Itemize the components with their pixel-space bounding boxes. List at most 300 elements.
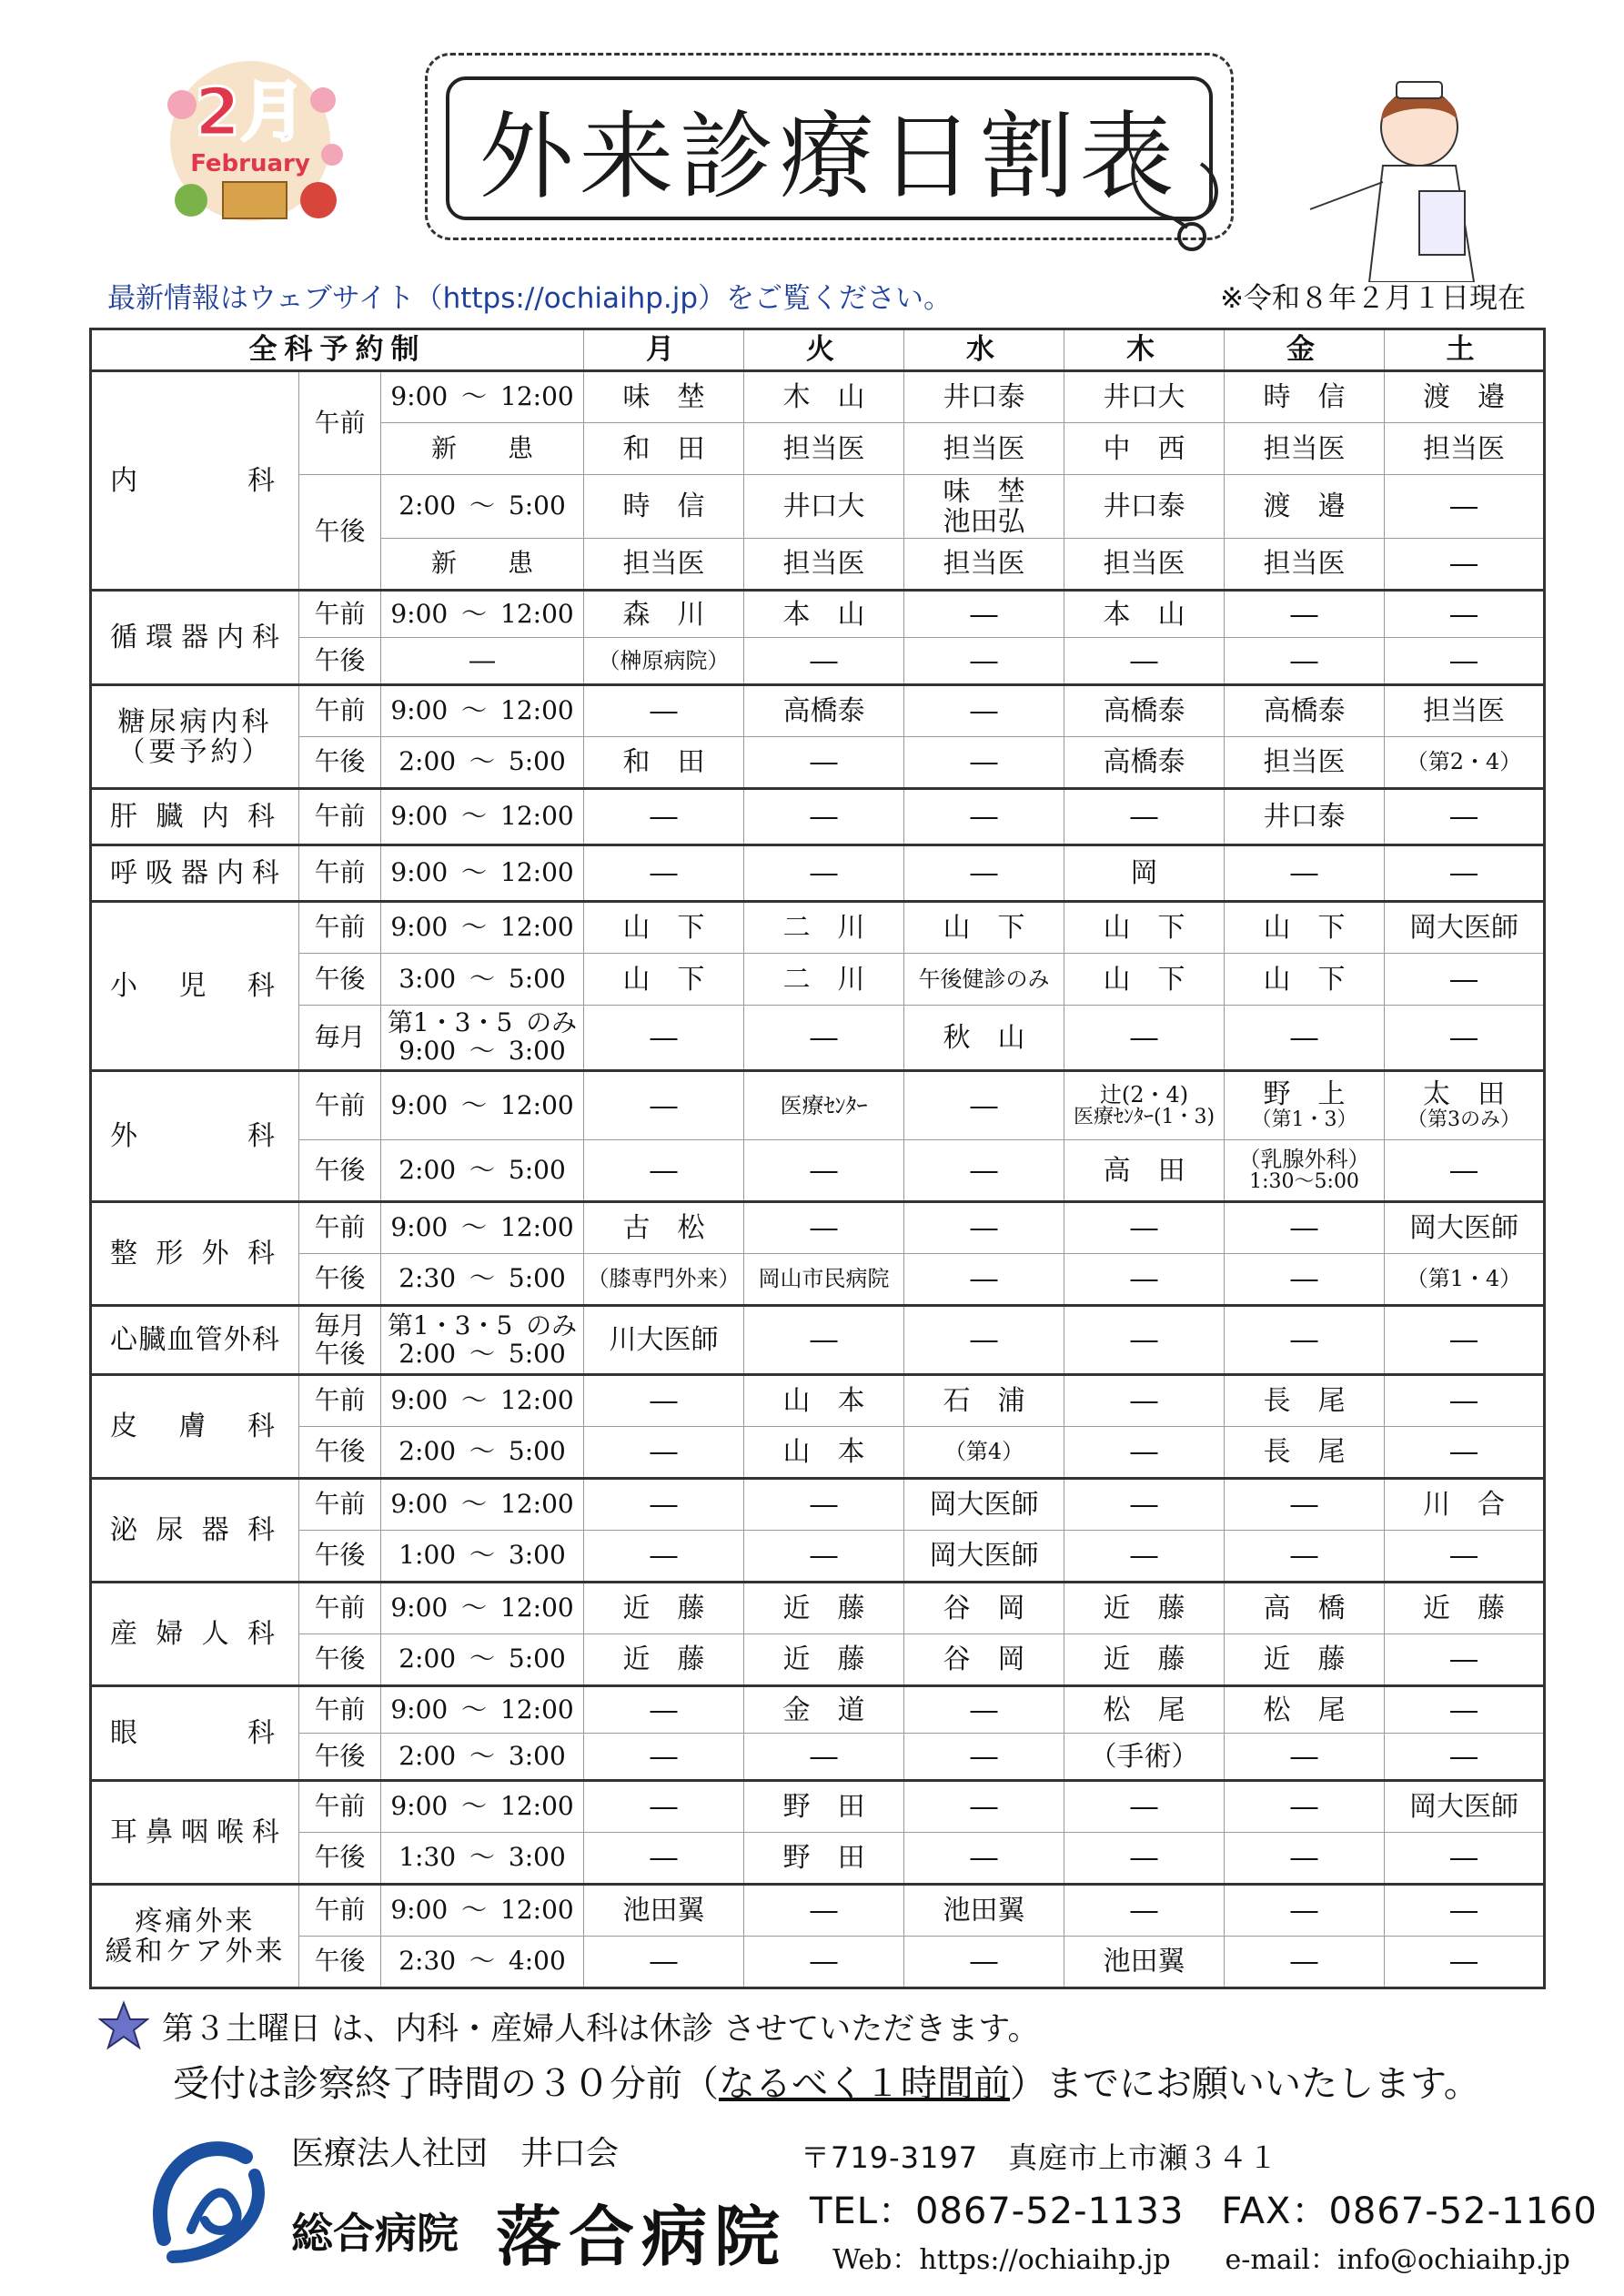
cell: ― <box>1385 539 1545 591</box>
cell: ― <box>1385 1686 1545 1734</box>
cell: 本 山 <box>744 591 904 638</box>
session-time: 2:00 〜 5:00 <box>381 1140 584 1202</box>
cell-sub: 1:30〜5:00 <box>1249 1170 1359 1194</box>
session-label: 午後 <box>299 1734 381 1781</box>
nurse-illustration <box>1283 64 1501 282</box>
cell: 担当医 <box>1225 423 1385 475</box>
cell: 井口泰 <box>1225 789 1385 845</box>
cell: 近 藤 <box>744 1634 904 1686</box>
cell: 岡大医師 <box>1385 1202 1545 1254</box>
cell: 山 下 <box>1064 954 1225 1006</box>
cell: ― <box>584 1686 744 1734</box>
cell: ― <box>584 1479 744 1531</box>
dept-naika <box>91 371 1545 591</box>
cell: 山 下 <box>584 954 744 1006</box>
dept-name: 耳鼻咽喉科 <box>91 1781 299 1885</box>
cell: ― <box>1225 1531 1385 1583</box>
session-label: 午後 <box>299 1833 381 1885</box>
session-time: 2:00 〜 5:00 <box>381 737 584 789</box>
cell-sub: （第1・3） <box>1251 1108 1357 1132</box>
cell: （榊原病院） <box>584 638 744 685</box>
session-label: 午前 <box>299 845 381 902</box>
session-time: 1:30 〜 3:00 <box>381 1833 584 1885</box>
cell: ― <box>1064 1427 1225 1479</box>
cell: ― <box>744 1885 904 1937</box>
cell: ― <box>904 1202 1064 1254</box>
cell: ― <box>1225 638 1385 685</box>
cell: ― <box>1385 1634 1545 1686</box>
cell: ― <box>1385 1427 1545 1479</box>
cell: ― <box>1385 1833 1545 1885</box>
cell: 高橋泰 <box>1064 737 1225 789</box>
session-time: 2:00 〜 5:00 <box>381 475 584 539</box>
dept-name: 眼 科 <box>91 1686 299 1781</box>
session-label: 午後 <box>299 1937 381 1988</box>
cell: 池田翼 <box>904 1885 1064 1937</box>
cell: 秋 山 <box>904 1006 1064 1071</box>
cell: ― <box>1225 1885 1385 1937</box>
cell: 岡 <box>1064 845 1225 902</box>
session-label: 午後 <box>299 475 381 591</box>
session-time: 9:00 〜 12:00 <box>381 1479 584 1531</box>
session-label: 午前 <box>299 1479 381 1531</box>
cell: 味 埜 <box>584 371 744 423</box>
cell: ― <box>1064 1781 1225 1833</box>
cell: ― <box>744 638 904 685</box>
cell: ― <box>1385 1937 1545 1988</box>
cell: 金 道 <box>744 1686 904 1734</box>
dept-name: 整形外科 <box>91 1202 299 1306</box>
cell: 担当医 <box>1064 539 1225 591</box>
cell: ― <box>584 1427 744 1479</box>
cell: ― <box>584 1833 744 1885</box>
dept-name: 皮 膚 科 <box>91 1375 299 1479</box>
cell: ― <box>584 1781 744 1833</box>
cell: ― <box>1225 591 1385 638</box>
cell: 中 西 <box>1064 423 1225 475</box>
cell: ― <box>1064 638 1225 685</box>
header-row <box>91 329 1545 371</box>
month-english: February <box>190 150 310 177</box>
dept-name-line: 疼痛外来 <box>135 1905 256 1937</box>
cell: 高橋泰 <box>1225 685 1385 737</box>
cell: ― <box>1385 1140 1545 1202</box>
dept-name: 呼吸器内科 <box>91 845 299 902</box>
cell: 担当医 <box>744 539 904 591</box>
cell: 岡山市民病院 <box>744 1254 904 1306</box>
dept-ganka <box>91 1686 1545 1781</box>
session-label: 午前 <box>299 591 381 638</box>
cell: 高 田 <box>1064 1140 1225 1202</box>
session-time: 1:00 〜 3:00 <box>381 1531 584 1583</box>
cell-line: 辻(2・4) <box>1099 1081 1189 1108</box>
cell: ― <box>1385 845 1545 902</box>
session-time-line: 第1・3・5 のみ <box>387 1310 578 1340</box>
cell <box>1225 1071 1385 1140</box>
cell: ― <box>904 1937 1064 1988</box>
session-label <box>299 1306 381 1375</box>
cell: 渡 邉 <box>1385 371 1545 423</box>
session-time: 2:00 〜 5:00 <box>381 1427 584 1479</box>
dept-name: 小 児 科 <box>91 902 299 1071</box>
cell: 池田翼 <box>584 1885 744 1937</box>
session-label: 午前 <box>299 1071 381 1140</box>
session-label: 午前 <box>299 1686 381 1734</box>
cell: 井口泰 <box>1064 475 1225 539</box>
cell: ― <box>584 1071 744 1140</box>
cell: ― <box>904 1781 1064 1833</box>
cell: 井口大 <box>744 475 904 539</box>
cell: ― <box>1385 638 1545 685</box>
cell: 担当医 <box>1385 423 1545 475</box>
cell: ― <box>744 1306 904 1375</box>
session-time: 9:00 〜 12:00 <box>381 371 584 423</box>
cell-sub: （第3のみ） <box>1407 1108 1521 1132</box>
cell: ― <box>904 685 1064 737</box>
session-time: 9:00 〜 12:00 <box>381 1071 584 1140</box>
corporation-name: 医療法人社団 井口会 <box>291 2135 620 2172</box>
cell: 岡大医師 <box>1385 902 1545 954</box>
cell: 谷 岡 <box>904 1634 1064 1686</box>
cell: 担当医 <box>904 423 1064 475</box>
cell: ― <box>584 1375 744 1427</box>
dept-name-line: 糖尿病内科 <box>117 705 273 738</box>
reception-note-pre: 受付は診察終了時間の３０分前（ <box>173 2063 719 2105</box>
cell: 山 本 <box>744 1427 904 1479</box>
dept-geka <box>91 1071 1545 1202</box>
session-time: 9:00 〜 12:00 <box>381 1202 584 1254</box>
cell: ― <box>1064 1833 1225 1885</box>
cell-line: 野 上 <box>1263 1078 1346 1111</box>
cell: 谷 岡 <box>904 1583 1064 1634</box>
cell: 岡大医師 <box>904 1531 1064 1583</box>
cell: ― <box>744 1202 904 1254</box>
session-time <box>381 1006 584 1071</box>
cell: 二 川 <box>744 902 904 954</box>
cell: ― <box>904 638 1064 685</box>
dept-name: 外 科 <box>91 1071 299 1202</box>
cell: ― <box>1385 954 1545 1006</box>
cell: 近 藤 <box>1225 1634 1385 1686</box>
new-patient-label: 新 患 <box>381 423 584 475</box>
cell: ― <box>1225 1006 1385 1071</box>
cell: ― <box>584 1531 744 1583</box>
session-label: 午前 <box>299 1885 381 1937</box>
cell: ― <box>904 1833 1064 1885</box>
cell: 井口大 <box>1064 371 1225 423</box>
cell: ― <box>904 1306 1064 1375</box>
cell: ― <box>904 789 1064 845</box>
cell: ― <box>1225 1254 1385 1306</box>
cell: ― <box>744 789 904 845</box>
session-time: 2:30 〜 4:00 <box>381 1937 584 1988</box>
session-label: 午前 <box>299 789 381 845</box>
tel-fax: TEL：0867-52-1133 FAX：0867-52-1160 <box>810 2190 1598 2232</box>
cell: 担当医 <box>1225 539 1385 591</box>
day-header: 火 <box>744 329 904 371</box>
cell: ― <box>904 737 1064 789</box>
cell: 木 山 <box>744 371 904 423</box>
hospital-prefix: 総合病院 <box>291 2209 459 2258</box>
reception-note <box>173 2055 1480 2107</box>
cell: 岡大医師 <box>1385 1781 1545 1833</box>
session-label: 午後 <box>299 737 381 789</box>
cell: ― <box>744 1531 904 1583</box>
dept-name: 循環器内科 <box>91 591 299 685</box>
month-number: 2月 <box>194 74 307 150</box>
cell: 古 松 <box>584 1202 744 1254</box>
cell: 高橋泰 <box>1064 685 1225 737</box>
cell: 山 下 <box>1064 902 1225 954</box>
cell: 担当医 <box>1385 685 1545 737</box>
cell: 午後健診のみ <box>904 954 1064 1006</box>
session-time-line: 第1・3・5 のみ <box>387 1007 578 1038</box>
session-label: 午後 <box>299 1140 381 1202</box>
session-label: 午後 <box>299 1531 381 1583</box>
cell: ― <box>904 1254 1064 1306</box>
cell: ― <box>1225 1833 1385 1885</box>
cell: 担当医 <box>744 423 904 475</box>
dept-name: 産婦人科 <box>91 1583 299 1686</box>
cell: （第4） <box>904 1427 1064 1479</box>
dept-name: 泌尿器科 <box>91 1479 299 1583</box>
session-time: 2:30 〜 5:00 <box>381 1254 584 1306</box>
stethoscope-icon <box>1092 127 1237 273</box>
session-time <box>381 1306 584 1375</box>
cell: 山 本 <box>744 1375 904 1427</box>
cell: ― <box>1064 1479 1225 1531</box>
cell: ― <box>744 1140 904 1202</box>
cell: ― <box>1064 1202 1225 1254</box>
cell: ― <box>1225 1202 1385 1254</box>
cell: 石 浦 <box>904 1375 1064 1427</box>
cell: ― <box>904 591 1064 638</box>
cell: ― <box>1064 789 1225 845</box>
reception-note-emphasis: なるべく１時間前 <box>719 2063 1010 2105</box>
session-label: 午前 <box>299 1375 381 1427</box>
session-label: 午後 <box>299 638 381 685</box>
cell: ― <box>744 1734 904 1781</box>
cell: 和 田 <box>584 737 744 789</box>
cell: ― <box>1064 1531 1225 1583</box>
cell: 野 田 <box>744 1781 904 1833</box>
session-time: 9:00 〜 12:00 <box>381 591 584 638</box>
dept-seikei <box>91 1202 1545 1306</box>
session-time: ― <box>381 638 584 685</box>
dept-name-note: （要予約） <box>117 735 273 768</box>
date-note: ※令和８年２月１日現在 <box>1220 282 1526 315</box>
cell: ― <box>584 1734 744 1781</box>
session-label: 午前 <box>299 1583 381 1634</box>
cell: ― <box>904 1071 1064 1140</box>
day-header: 水 <box>904 329 1064 371</box>
dept-shoni <box>91 902 1545 1071</box>
schedule-table <box>89 328 1546 1989</box>
session-label: 午後 <box>299 954 381 1006</box>
session-time: 9:00 〜 12:00 <box>381 1583 584 1634</box>
month-badge <box>136 55 364 228</box>
day-header: 木 <box>1064 329 1225 371</box>
cell: ― <box>584 789 744 845</box>
address: 〒719-3197 真庭市上市瀬３４１ <box>801 2140 1279 2175</box>
cell: 近 藤 <box>744 1583 904 1634</box>
cell: ― <box>1225 1937 1385 1988</box>
cell: ― <box>1385 1306 1545 1375</box>
dept-kanzo <box>91 789 1545 845</box>
cell: 川 合 <box>1385 1479 1545 1531</box>
session-time: 9:00 〜 12:00 <box>381 685 584 737</box>
cell: 担当医 <box>904 539 1064 591</box>
cell <box>1385 1071 1545 1140</box>
cell: 高橋泰 <box>744 685 904 737</box>
cell: ― <box>584 1140 744 1202</box>
dept-name-line: 緩和ケア外来 <box>105 1935 286 1967</box>
cell: ― <box>744 845 904 902</box>
closure-note: 第３土曜日 は、内科・産婦人科は休診 させていただきます。 <box>162 2011 1040 2048</box>
hospital-name: 落合病院 <box>496 2198 788 2275</box>
cell: ― <box>904 1686 1064 1734</box>
cell: 川大医師 <box>584 1306 744 1375</box>
day-header: 土 <box>1385 329 1545 371</box>
cell-line: 太 田 <box>1423 1078 1506 1111</box>
day-header: 月 <box>584 329 744 371</box>
dept-shinzo <box>91 1306 1545 1375</box>
cell: ― <box>1064 1254 1225 1306</box>
cell: 長 尾 <box>1225 1427 1385 1479</box>
dept-totsu <box>91 1885 1545 1988</box>
cell: 野 田 <box>744 1833 904 1885</box>
session-label: 午後 <box>299 1254 381 1306</box>
dept-kokyuki <box>91 845 1545 902</box>
cell: ― <box>584 1937 744 1988</box>
cell: 長 尾 <box>1225 1375 1385 1427</box>
cell: ― <box>1385 1734 1545 1781</box>
reception-note-post: ）までにお願いいたします。 <box>1010 2063 1480 2105</box>
cell: 山 下 <box>584 902 744 954</box>
dept-tonyo <box>91 685 1545 789</box>
cell: ― <box>1064 1306 1225 1375</box>
cell: 池田翼 <box>1064 1937 1225 1988</box>
cell: ― <box>1225 1781 1385 1833</box>
dept-sanfu <box>91 1583 1545 1686</box>
cell: ― <box>904 1734 1064 1781</box>
cell: 松 尾 <box>1225 1686 1385 1734</box>
corner-label: 全科予約制 <box>91 329 584 371</box>
session-label: 午前 <box>299 902 381 954</box>
cell: ― <box>1064 1885 1225 1937</box>
session-time: 2:00 〜 3:00 <box>381 1734 584 1781</box>
website-note: 最新情報はウェブサイト（https://ochiaihp.jp）をご覧ください。 <box>107 282 953 315</box>
dept-hifu <box>91 1375 1545 1479</box>
cell: ― <box>1385 789 1545 845</box>
hospital-logo <box>136 2120 282 2275</box>
cell: ― <box>1385 1006 1545 1071</box>
dept-name <box>91 1885 299 1988</box>
cell: 松 尾 <box>1064 1686 1225 1734</box>
cell: ― <box>744 1937 904 1988</box>
cell: ― <box>1225 1734 1385 1781</box>
cell: 二 川 <box>744 954 904 1006</box>
cell: ― <box>1225 1479 1385 1531</box>
session-label-line: 午後 <box>314 1338 366 1369</box>
cell <box>1064 1071 1225 1140</box>
cell: 近 藤 <box>1064 1634 1225 1686</box>
cell: 近 藤 <box>1064 1583 1225 1634</box>
dept-hinyo <box>91 1479 1545 1583</box>
cell: ― <box>904 845 1064 902</box>
page-title: 外来診療日割表 <box>446 76 1213 220</box>
dept-name <box>91 685 299 789</box>
star-icon <box>98 2000 149 2051</box>
cell: 岡大医師 <box>904 1479 1064 1531</box>
session-label: 毎月 <box>299 1006 381 1071</box>
cell: ― <box>1385 1885 1545 1937</box>
cell: 時 信 <box>1225 371 1385 423</box>
cell: ― <box>584 1006 744 1071</box>
cell: ― <box>1225 1306 1385 1375</box>
session-label: 午前 <box>299 685 381 737</box>
web-email: Web：https://ochiaihp.jp e-mail：info@ochiaihp.jp <box>832 2244 1570 2276</box>
cell: ― <box>584 685 744 737</box>
cell: 味 埜 池田弘 <box>904 475 1064 539</box>
session-time: 9:00 〜 12:00 <box>381 789 584 845</box>
cell: 井口泰 <box>904 371 1064 423</box>
session-time: 3:00 〜 5:00 <box>381 954 584 1006</box>
day-header: 金 <box>1225 329 1385 371</box>
session-time: 2:00 〜 5:00 <box>381 1634 584 1686</box>
cell: ― <box>904 1140 1064 1202</box>
cell: ― <box>1385 1531 1545 1583</box>
dept-name: 心臓血管外科 <box>91 1306 299 1375</box>
session-time: 9:00 〜 12:00 <box>381 1885 584 1937</box>
cell: 担当医 <box>584 539 744 591</box>
dept-junkan <box>91 591 1545 685</box>
cell: 近 藤 <box>584 1583 744 1634</box>
cell: （第1・4） <box>1385 1254 1545 1306</box>
cell: 森 川 <box>584 591 744 638</box>
cell: ― <box>744 1479 904 1531</box>
cell: ― <box>1064 1006 1225 1071</box>
session-time: 9:00 〜 12:00 <box>381 1781 584 1833</box>
session-label: 午前 <box>299 371 381 475</box>
cell: ― <box>744 1006 904 1071</box>
cell <box>1225 1140 1385 1202</box>
dept-name: 内 科 <box>91 371 299 591</box>
cell-sub: 医療ｾﾝﾀｰ(1・3) <box>1073 1106 1215 1129</box>
cell: （第2・4） <box>1385 737 1545 789</box>
session-time: 9:00 〜 12:00 <box>381 845 584 902</box>
cell-line: （乳腺外科） <box>1238 1146 1370 1172</box>
session-label-line: 毎月 <box>314 1310 366 1340</box>
cell: 渡 邉 <box>1225 475 1385 539</box>
dept-jibi <box>91 1781 1545 1885</box>
session-label: 午後 <box>299 1427 381 1479</box>
session-label: 午前 <box>299 1781 381 1833</box>
dept-name: 肝臓内科 <box>91 789 299 845</box>
cell: 担当医 <box>1225 737 1385 789</box>
cell: 高 橋 <box>1225 1583 1385 1634</box>
session-label: 午前 <box>299 1202 381 1254</box>
cell: 近 藤 <box>584 1634 744 1686</box>
session-time: 9:00 〜 12:00 <box>381 1686 584 1734</box>
cell: ― <box>744 737 904 789</box>
cell: ― <box>1385 1375 1545 1427</box>
cell: 和 田 <box>584 423 744 475</box>
cell: 山 下 <box>1225 954 1385 1006</box>
cell: （手術） <box>1064 1734 1225 1781</box>
cell: ― <box>1385 475 1545 539</box>
session-time: 9:00 〜 12:00 <box>381 902 584 954</box>
